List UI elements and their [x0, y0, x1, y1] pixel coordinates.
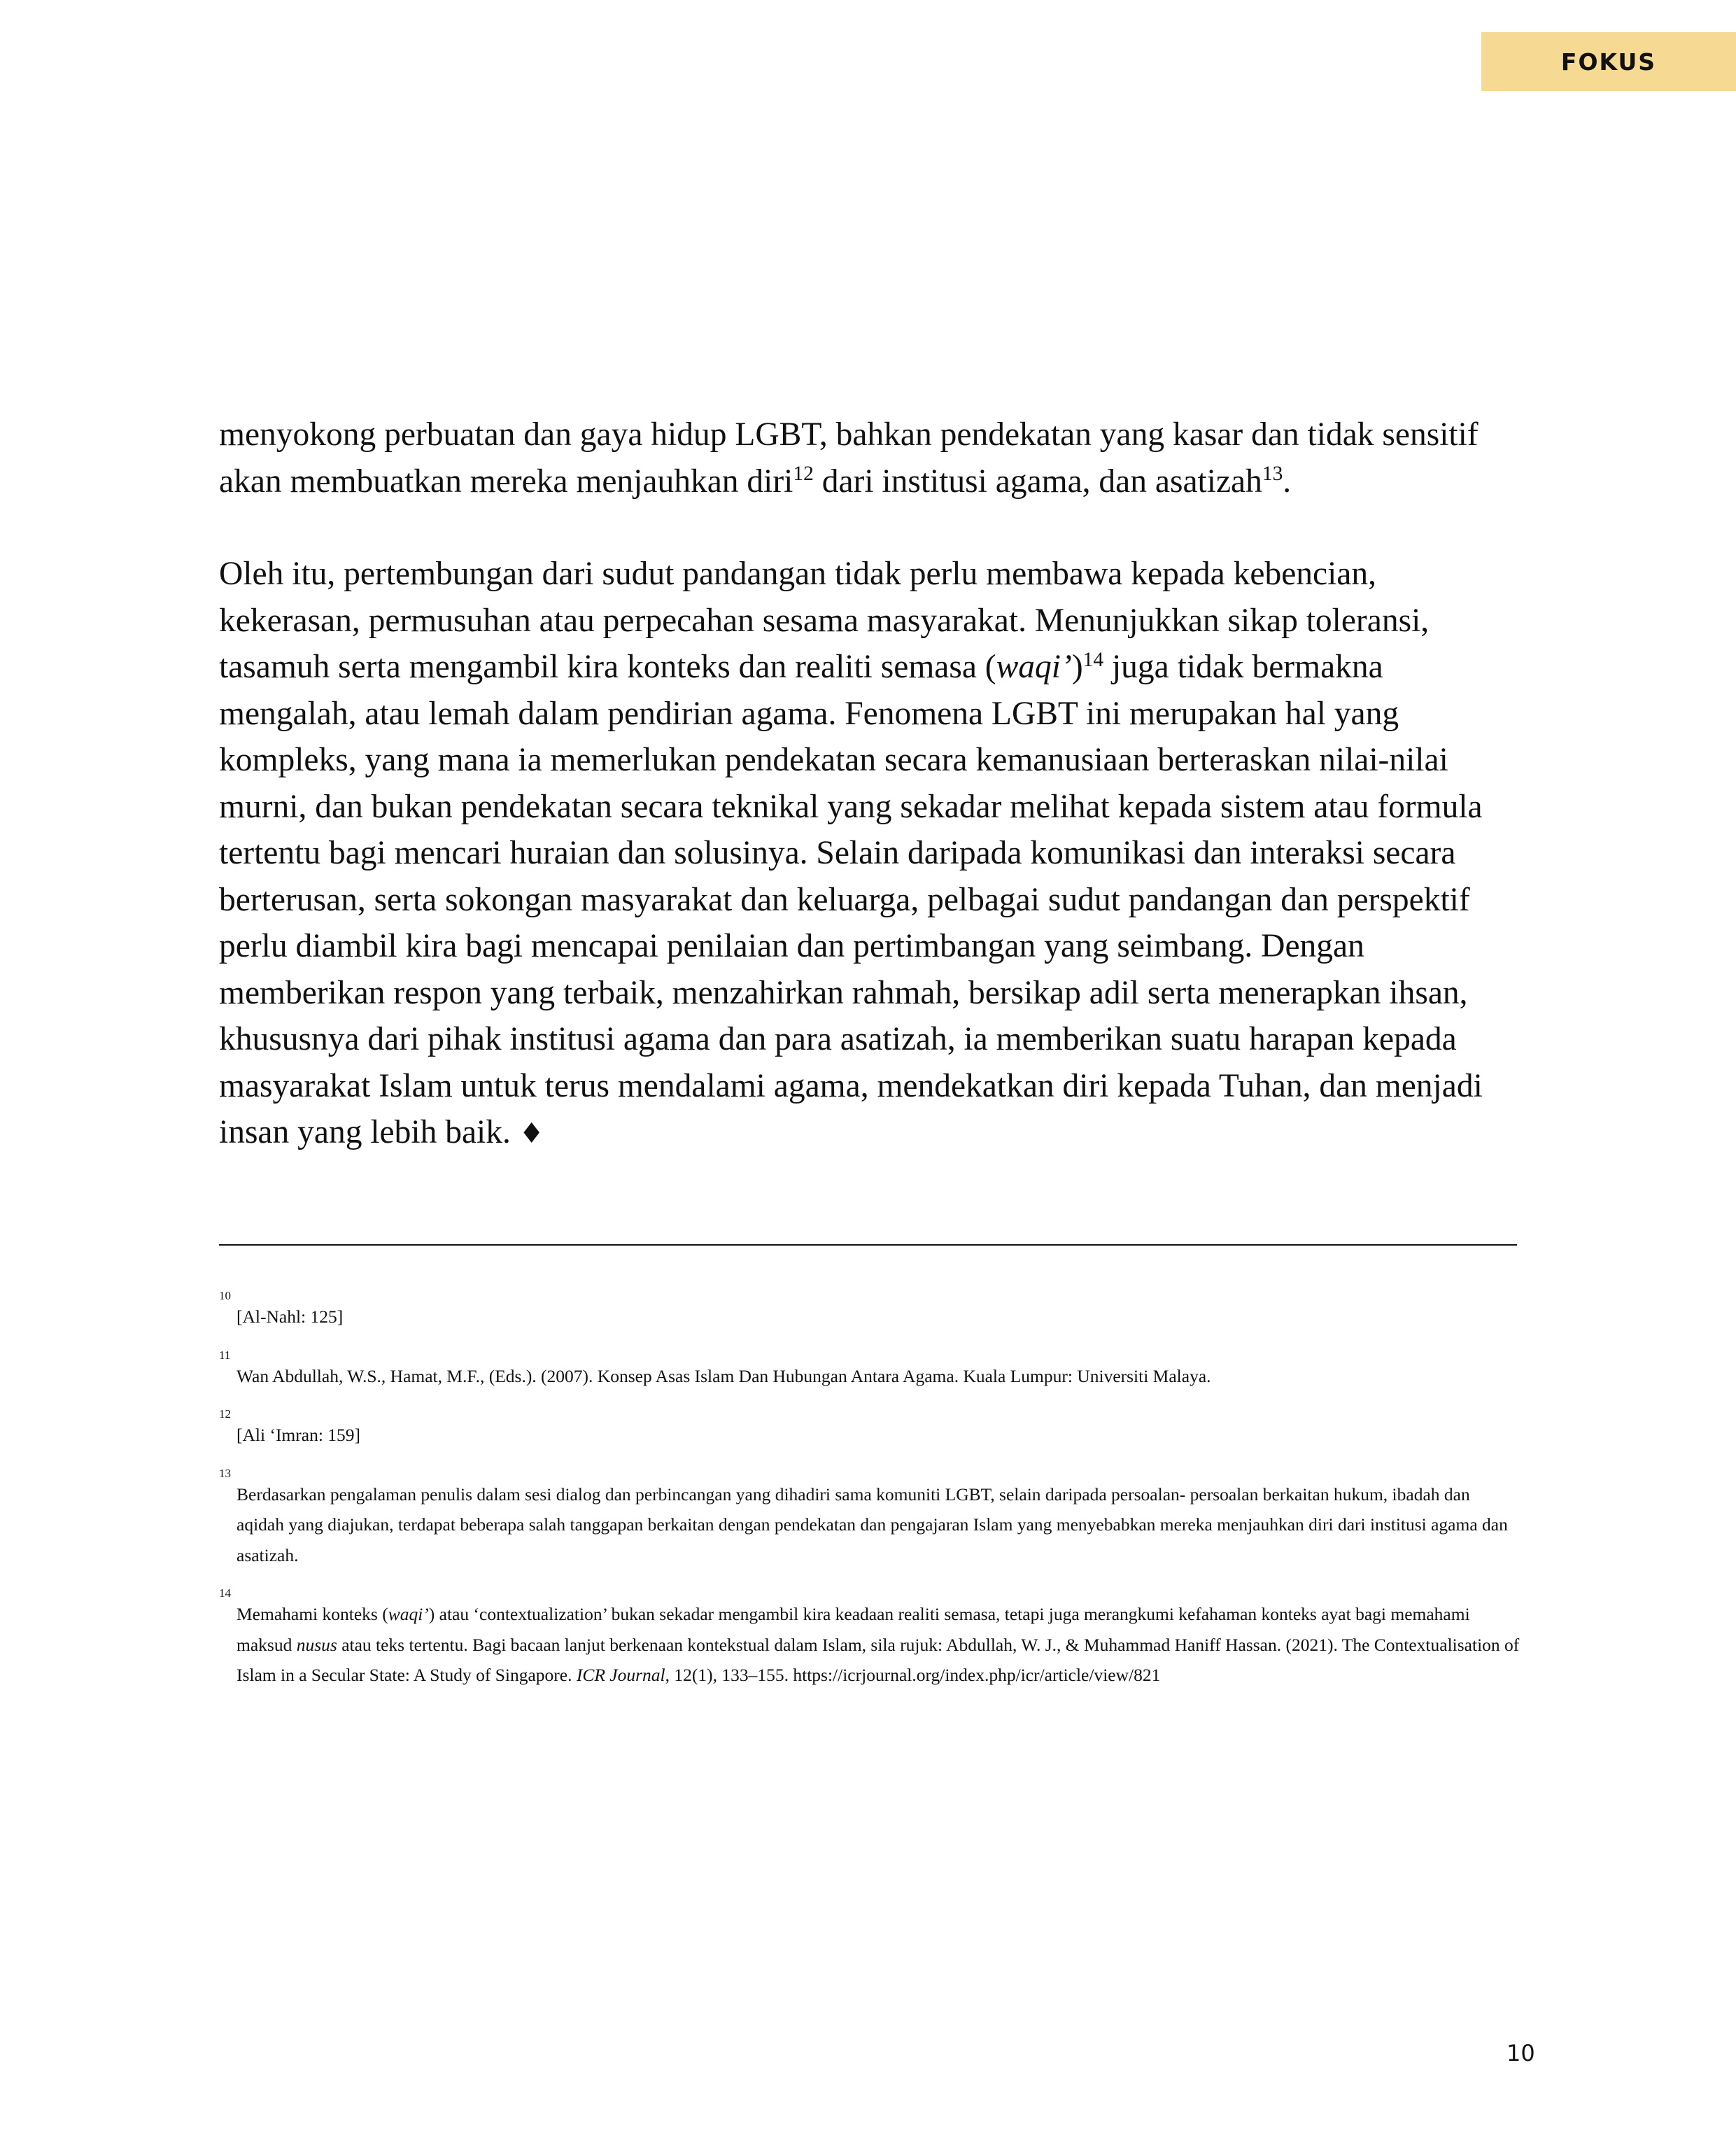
section-tag-label: FOKUS	[1560, 48, 1657, 76]
italic-term: waqi’	[996, 649, 1072, 685]
end-mark-icon: ♦	[518, 1118, 544, 1150]
footnote-ref-13[interactable]: 13	[1262, 463, 1283, 486]
footnote-text: [Al-Nahl: 125]	[237, 1306, 344, 1327]
footnote-10: 10 [Al-Nahl: 125]	[219, 1289, 344, 1327]
footnote-ref-14[interactable]: 14	[1082, 648, 1104, 671]
footnote-text: atau teks tertentu. Bagi bacaan lanjut berkenaan kontekstual dalam Islam, sila rujuk: Abdullah, W. J., & Muhammad Haniff Hassan. (2021). The Contextualisation of Islam in a Secular State: A Study of Singapore.	[237, 1634, 1520, 1685]
footnote-text: Berdasarkan pengalaman penulis dalam sesi dialog dan perbincangan yang dihadiri sama komuniti LGBT, selain daripada persoalan- persoalan berkaitan hukum, ibadah dan aqidah yang diajukan, terdapat beberapa salah tanggapan berkaitan dengan pendekatan dan pengajaran Islam yang menyebabkan mereka menjauhkan diri dari institusi agama dan asatizah.	[237, 1484, 1508, 1565]
paragraph-1	[219, 411, 1520, 505]
footnote-italic: ICR Journal	[576, 1665, 665, 1685]
footnote-text-url[interactable]: , 12(1), 133–155. https://icrjournal.org/index.php/icr/article/view/821	[665, 1665, 1161, 1685]
section-tag	[1481, 32, 1736, 91]
footnote-13: 13 Berdasarkan pengalaman penulis dalam sesi dialog dan perbincangan yang dihadiri sama komuniti LGBT, selain daripada persoalan- persoalan berkaitan hukum, ibadah dan aqidah yang diajukan, terdapat beberapa salah tanggapan berkaitan dengan pendekatan dan pengajaran Islam yang menyebabkan mereka menjauhkan diri dari institusi agama dan asatizah.	[219, 1466, 1508, 1565]
page-number: 10	[1506, 2040, 1535, 2066]
footnote-text: ) atau ‘contextualization’ bukan sekadar mengambil kira keadaan realiti semasa, tetapi juga merangkumi kefahaman konteks ayat bagi memahami maksud	[237, 1604, 1470, 1655]
article-body	[219, 411, 1520, 1157]
footnote-italic: waqi’	[388, 1604, 429, 1624]
footnote-divider	[219, 1244, 1517, 1246]
paragraph-2-text: Oleh itu, pertembungan dari sudut pandangan tidak perlu membawa kepada kebencian, kekerasan, permusuhan atau perpecahan sesama masyarakat. Menunjukkan sikap toleransi, tasamuh serta mengambil kira konteks dan realiti semasa (	[219, 556, 1430, 685]
paragraph-1-text: menyokong perbuatan dan gaya hidup LGBT, bahkan pendekatan yang kasar dan tidak sensitif akan membuatkan mereka menjauhkan diri	[219, 416, 1479, 500]
paragraph-2-paren: )	[1071, 649, 1083, 685]
paragraph-2	[219, 551, 1520, 1157]
footnote-text: Wan Abdullah, W.S., Hamat, M.F., (Eds.). (2007). Konsep Asas Islam Dan Hubungan Antara Agama. Kuala Lumpur: Universiti Malaya.	[237, 1365, 1211, 1386]
footnote-ref-12[interactable]: 12	[793, 463, 814, 486]
footnote-italic: nusus	[296, 1634, 337, 1655]
footnotes	[219, 1289, 1520, 1719]
footnote-14: 14 Memahami konteks (waqi’) atau ‘contextualization’ bukan sekadar mengambil kira keadaan realiti semasa, tetapi juga merangkumi kefahaman konteks ayat bagi memahami maksud nusus atau teks tertentu. Bagi bacaan lanjut berkenaan kontekstual dalam Islam, sila rujuk: Abdullah, W. J., & Muhammad Haniff Hassan. (2021). The Contextualisation of Islam in a Secular State: A Study of Singapore. ICR Journal, 12(1), 133–155. https://icrjournal.org/index.php/icr/article/view/821	[219, 1586, 1520, 1685]
paragraph-1-text-cont: dari institusi agama, dan asatizah	[813, 463, 1262, 500]
footnote-text: Memahami konteks (	[237, 1604, 388, 1624]
footnote-text: [Ali ‘Imran: 159]	[237, 1425, 361, 1445]
paragraph-2-text-cont: juga tidak bermakna mengalah, atau lemah dalam pendirian agama. Fenomena LGBT ini merupakan hal yang kompleks, yang mana ia memerlukan pendekatan secara kemanusiaan berteraskan nilai-nilai murni, dan bukan pendekatan secara teknikal yang sekadar melihat kepada sistem atau formula tertentu bagi mencari huraian dan solusinya. Selain daripada komunikasi dan interaksi secara berterusan, serta sokongan masyarakat dan keluarga, pelbagai sudut pandangan dan perspektif perlu diambil kira bagi mencapai penilaian dan pertimbangan yang seimbang. Dengan memberikan respon yang terbaik, menzahirkan rahmah, bersikap adil serta menerapkan ihsan, khususnya dari pihak institusi agama dan para asatizah, ia memberikan suatu harapan kepada masyarakat Islam untuk terus mendalami agama, mendekatkan diri kepada Tuhan, dan menjadi insan yang lebih baik.	[219, 649, 1483, 1150]
footnote-11: 11 Wan Abdullah, W.S., Hamat, M.F., (Eds.). (2007). Konsep Asas Islam Dan Hubungan Antara Agama. Kuala Lumpur: Universiti Malaya.	[219, 1348, 1211, 1386]
footnote-12: 12 [Ali ‘Imran: 159]	[219, 1407, 361, 1445]
paragraph-1-period: .	[1283, 463, 1292, 500]
